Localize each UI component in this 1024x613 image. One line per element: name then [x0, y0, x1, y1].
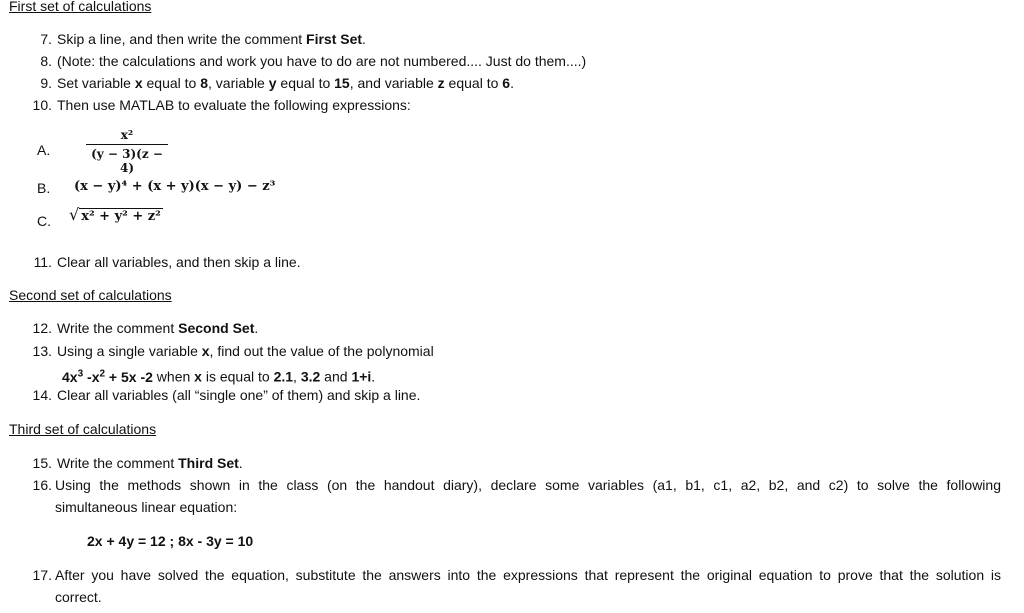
list-item-13 — [28, 343, 434, 360]
section-heading-first: First set of calculations — [9, 0, 152, 14]
list-item-17-number — [28, 567, 57, 584]
list-item-15 — [28, 455, 243, 472]
linear-equation: 2x + 4y = 12 ; 8x - 3y = 10 — [87, 533, 254, 549]
value-3: 1+i — [351, 368, 372, 385]
poly-term: -x — [83, 368, 100, 385]
expr-a-numerator: x² — [120, 128, 134, 142]
item-text: equal to — [142, 75, 201, 91]
list-item-17-line2: correct. — [55, 589, 102, 605]
var-y: y — [268, 75, 277, 91]
poly-term: + 5x -2 — [105, 368, 153, 385]
item-text-end: . — [238, 455, 243, 471]
item-text: , and variable — [349, 75, 438, 91]
item-number: 8. — [40, 53, 52, 69]
item-bold: Second Set — [178, 320, 255, 336]
item-text-end: . — [371, 368, 376, 385]
item-number: 12. — [32, 320, 52, 336]
value-y: 15 — [334, 75, 350, 91]
item-bold: First Set — [306, 31, 363, 47]
section-heading-second: Second set of calculations — [9, 287, 172, 303]
list-item-12 — [28, 320, 258, 337]
item-bold: Third Set — [178, 455, 239, 471]
item-text: Write the comment — [57, 320, 179, 336]
expr-a-fraction — [86, 128, 168, 175]
item-number: 15. — [32, 455, 52, 471]
item-text: equal to — [276, 75, 335, 91]
item-text: and — [320, 368, 352, 385]
item-number: 13. — [32, 343, 52, 359]
item-text: is equal to — [201, 368, 274, 385]
expr-c-label: C. — [37, 213, 51, 229]
item-number: 7. — [40, 31, 52, 47]
item-text: equal to — [444, 75, 503, 91]
item-text: when — [152, 368, 195, 385]
list-item-14 — [28, 387, 420, 404]
value-1: 2.1 — [273, 368, 294, 385]
item-text: Skip a line, and then write the comment — [57, 31, 307, 47]
item-text-end: . — [254, 320, 259, 336]
expr-c-radicand: x² + y² + z² — [81, 209, 161, 224]
var-z: z — [437, 75, 445, 91]
sqrt-icon: √ — [69, 205, 80, 224]
item-text: Clear all variables, and then skip a line. — [57, 254, 301, 270]
item-text: Write the comment — [57, 455, 179, 471]
expr-a-label: A. — [37, 142, 51, 158]
var-x: x — [134, 75, 143, 91]
list-item-11 — [28, 254, 301, 271]
section-heading-third: Third set of calculations — [9, 421, 157, 437]
item-bold: x — [201, 343, 210, 359]
value-2: 3.2 — [300, 368, 321, 385]
expr-c-sqrt — [69, 206, 163, 225]
item-text: (Note: the calculations and work you have to do are not numbered.... Just do them....) — [57, 53, 587, 69]
item-text: , variable — [208, 75, 269, 91]
list-item-17-line1: After you have solved the equation, substitute the answers into the expressions that represent the original equation to prove that the solution is — [55, 567, 1001, 583]
poly-exponent: 3 — [77, 368, 84, 379]
value-x: 8 — [200, 75, 209, 91]
item-number: 17. — [32, 567, 52, 583]
list-item-16-number — [28, 477, 57, 494]
item-number: 10. — [32, 97, 52, 113]
fraction-bar — [86, 144, 168, 145]
expr-a-denominator: (y − 3)(z − 4) — [91, 147, 163, 175]
polynomial-line — [62, 365, 375, 386]
list-item-9 — [28, 75, 514, 92]
poly-exponent: 2 — [99, 368, 106, 379]
item-text-end: , find out the value of the polynomial — [209, 343, 434, 359]
item-number: 11. — [33, 254, 52, 270]
list-item-16-line2: simultaneous linear equation: — [55, 499, 238, 515]
expr-b-label: B. — [37, 180, 51, 196]
item-text: Clear all variables (all “single one” of them) and skip a line. — [57, 387, 421, 403]
item-number: 9. — [40, 75, 52, 91]
item-text: Set variable — [57, 75, 135, 91]
list-item-8 — [28, 53, 586, 70]
poly-term: 4x — [62, 368, 78, 385]
value-z: 6 — [502, 75, 511, 91]
item-text-end: . — [362, 31, 366, 47]
var-x: x — [194, 368, 202, 385]
item-text: Using a single variable — [57, 343, 202, 359]
item-number: 16. — [32, 477, 52, 493]
list-item-16-line1: Using the methods shown in the class (on the handout diary), declare some variables (a1, b1, c1, a2, b2, and c2) to solve the following — [55, 477, 1001, 493]
item-number: 14. — [32, 387, 52, 403]
item-text: . — [510, 75, 514, 91]
item-text: Then use MATLAB to evaluate the following expressions: — [57, 97, 411, 113]
item-text: , — [293, 368, 301, 385]
expr-b-formula: (x − y)⁴ + (x + y)(x − y) − z³ — [74, 179, 276, 194]
list-item-7 — [28, 31, 366, 48]
list-item-10 — [28, 97, 411, 114]
